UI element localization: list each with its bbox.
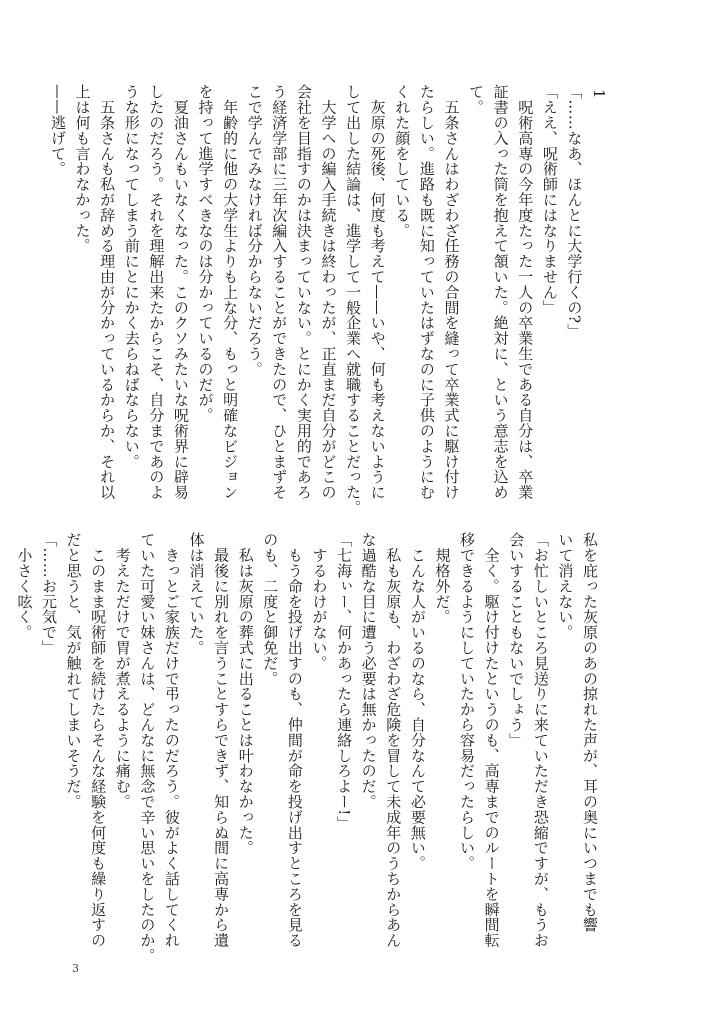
text-line: して出した結論は、進学して一般企業へ就職することだった。 (344, 84, 363, 516)
text-line: たらしい。進路も既に知っていたはずなのに子供のようにむ (417, 84, 436, 500)
chapter-number: 1 (590, 89, 608, 99)
text-line: 小さく呟く。 (15, 532, 34, 640)
text-line: 上は何も言わなかった。 (73, 84, 92, 254)
text-line: 私は灰原の葬式に出ることは叶わなかった。 (236, 532, 255, 856)
text-line: 「七海ぃー、何かあったら連絡しろよー!」 (335, 532, 354, 832)
text-line: 会いすることもないでしょう」 (507, 532, 526, 748)
text-line: な過酷な目に遭う必要は無かったのだ。 (359, 532, 378, 810)
text-line: 考えただけで胃が煮えるように痛む。 (113, 532, 132, 810)
text-line: 体は消えていた。 (187, 532, 206, 656)
lower-text-block (15, 532, 602, 964)
text-line: したのだろう。それを理解出来たからこそ、自分まであのよ (147, 84, 166, 500)
text-line: 夏油さんもいなくなった。このクソみたいな呪術界に辟易 (171, 84, 190, 500)
text-line: 証書の入った筒を抱えて頷いた。絶対に、という意志を込め (491, 84, 510, 500)
text-line: このまま呪術師を続けたらそんな経験を何度も繰り返すの (89, 532, 108, 948)
text-line: ——逃げて。 (48, 84, 67, 177)
text-line: 大学への編入手続きは終わったが、正直まだ自分がどこの (319, 84, 338, 500)
text-line: もう命を投げ出すのも、仲間が命を投げ出すところを見る (285, 532, 304, 948)
text-line: 規格外だ。 (433, 532, 452, 625)
text-line: 会社を目指すのかは決まっていない。とにかく実用的であろ (294, 84, 313, 500)
text-line: うな形になってしまう前にとにかく去らねばならない。 (122, 84, 141, 469)
text-line: のも、二度と御免だ。 (261, 532, 280, 686)
text-line: を持って進学すべきなのは分かっているのだが。 (196, 84, 215, 423)
text-line: 五条さんはわざわざ任務の合間を縫って卒業式に駆け付け (442, 84, 461, 500)
text-line: 私を庇った灰原のあの掠れた声が、耳の奥にいつまでも響 (581, 532, 599, 933)
text-line: 「お忙しいところ見送りに来ていただき恐縮ですが、もうお (531, 532, 550, 948)
text-line: だと思うと、気が触れてしまいそうだ。 (64, 532, 83, 810)
text-line: 「……なあ、ほんとに大学行くの?」 (565, 84, 584, 339)
text-line: 五条さんも私が辞める理由が分かっているからか、それ以 (98, 84, 117, 500)
text-line: こで学んでみなければ分からないだろう。 (245, 84, 264, 377)
text-line: きっとご家族だけで弔ったのだろう。彼がよく話してくれ (162, 532, 181, 948)
text-line: いて消えない。 (556, 532, 575, 640)
text-line: 「……お元気で」 (39, 532, 58, 656)
text-line: 最後に別れを言うことすらできず、知らぬ間に高専から遺 (212, 532, 231, 948)
text-line: 私も灰原も、わざわざ危険を冒して未成年のうちからあん (384, 532, 403, 948)
text-line: こんな人がいるのなら、自分なんて必要無い。 (408, 532, 427, 871)
text-line: 全く。駆け付けたというのも、高専までのルートを瞬間転 (482, 532, 501, 948)
text-line: するわけがない。 (310, 532, 329, 671)
text-line: ていた可愛い妹さんは、どんなに無念で辛い思いをしたのか。 (138, 532, 157, 964)
page-number: 3 (72, 962, 79, 975)
upper-text-block (11, 84, 611, 516)
text-line: う経済学部に三年次編入することができたので、ひとまずそ (270, 84, 289, 500)
text-line: くれた顔をしている。 (393, 84, 412, 238)
text-line: て。 (467, 84, 486, 115)
text-line: 年齢的に他の大学生よりも上な分、もっと明確なビジョン (221, 84, 240, 500)
text-line: 「ええ、呪術師にはなりません」 (540, 84, 559, 315)
text-line: 灰原の死後、何度も考えて——いや、何も考えないように (368, 84, 387, 500)
text-line: 呪術高専の今年度たった一人の卒業生である自分は、卒業 (516, 84, 535, 500)
text-line: 移できるようにしていたから容易だったらしい。 (458, 532, 477, 871)
